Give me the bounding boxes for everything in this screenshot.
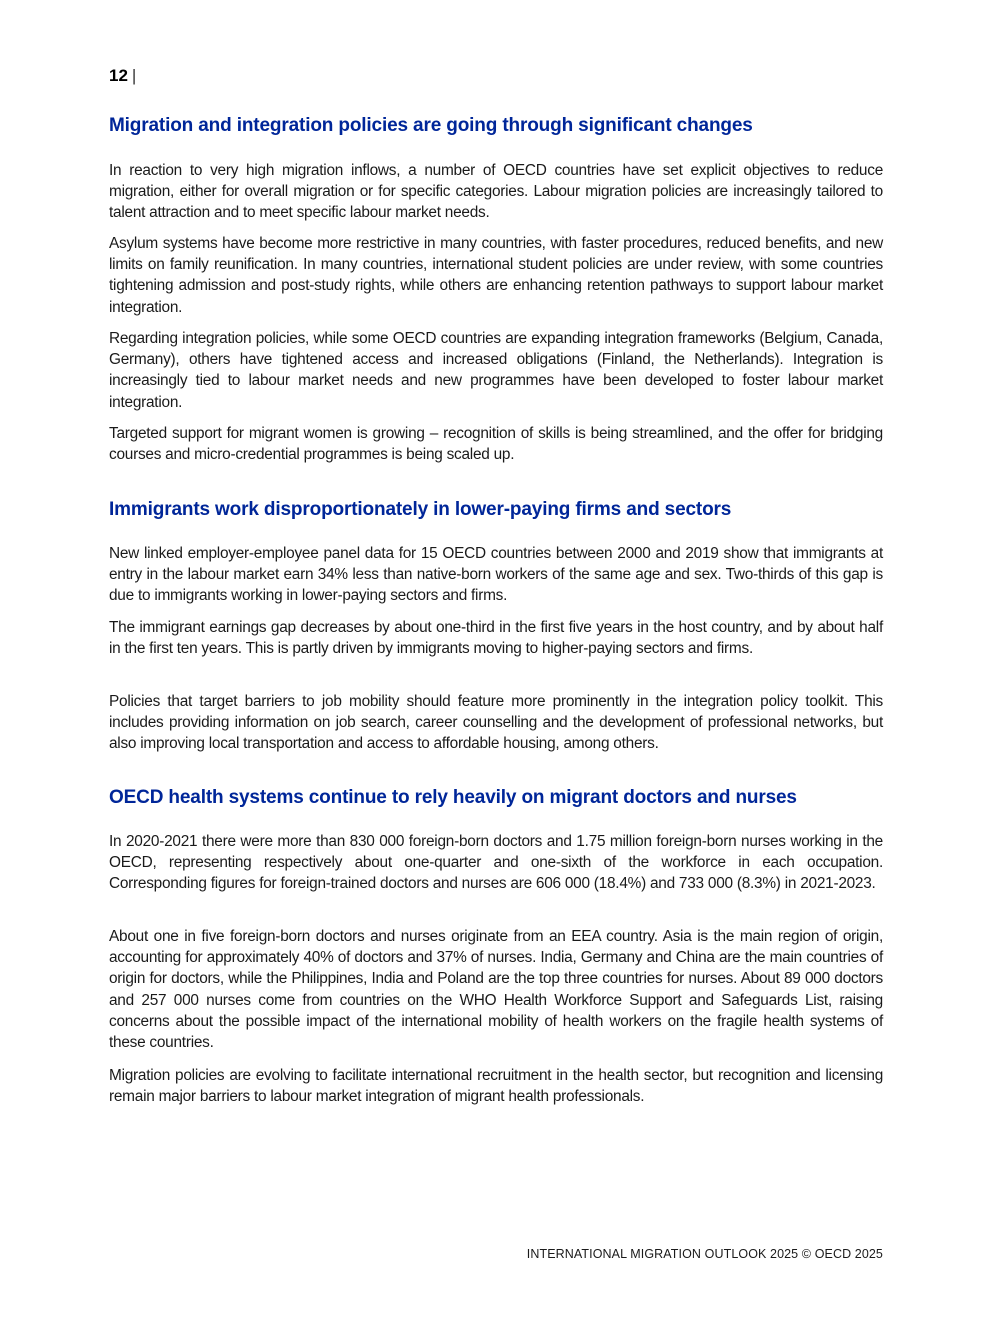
paragraph: Asylum systems have become more restrictive in many countries, with faster procedures, reduced benefits, and new limits on family reunification. In many countries, international student policies are under review, with some countries tightening admission and post-study rights, while others are enhancing retention pathways to support labour market integration. [109, 235, 883, 316]
paragraph: New linked employer-employee panel data for 15 OECD countries between 2000 and 2019 show that immigrants at entry in the labour market earn 34% less than native-born workers of the same age and sex. Two-thirds of this gap is due to immigrants working in lower-paying sectors and firms. [109, 545, 883, 605]
paragraph: Regarding integration policies, while some OECD countries are expanding integration frameworks (Belgium, Canada, Germany), others have tightened access and increased obligations (Finland, the Netherlands). Integration is increasingly tied to labour market needs and new programmes have been developed to foster labour market integration. [109, 330, 883, 411]
paragraph: Migration policies are evolving to facilitate international recruitment in the health sector, but recognition and licensing remain major barriers to labour market integration of migrant health professionals. [109, 1067, 883, 1106]
paragraph: The immigrant earnings gap decreases by about one-third in the first five years in the host country, and by about half in the first ten years. This is partly driven by immigrants moving to higher-paying sectors and firms. [109, 619, 883, 658]
section-heading-policies: Migration and integration policies are going through significant changes [109, 115, 753, 136]
paragraph: In 2020-2021 there were more than 830 000 foreign-born doctors and 1.75 million foreign-born nurses working in the OECD, representing respectively about one-quarter and one-sixth of the workforce in each occupation. Corresponding figures for foreign-trained doctors and nurses are 606 000 (18.4%) and 733 000 (8.3%) in 2021-2023. [109, 833, 883, 893]
page-number-value: 12 [109, 66, 128, 85]
paragraph: Targeted support for migrant women is growing – recognition of skills is being streamlined, and the offer for bridging courses and micro-credential programmes is being scaled up. [109, 425, 883, 464]
page-number-separator: | [131, 66, 137, 85]
paragraph: Policies that target barriers to job mobility should feature more prominently in the integration policy toolkit. This includes providing information on job search, career counselling and the development of professional networks, but also improving local transportation and access to affordable housing, among others. [109, 693, 883, 753]
section-heading-health: OECD health systems continue to rely heavily on migrant doctors and nurses [109, 787, 797, 808]
paragraph: In reaction to very high migration inflows, a number of OECD countries have set explicit objectives to reduce migration, either for overall migration or for specific categories. Labour migration policies are increasingly tailored to talent attraction and to meet specific labour market needs. [109, 162, 883, 222]
page-number [109, 66, 136, 86]
page-footer: INTERNATIONAL MIGRATION OUTLOOK 2025 © OECD 2025 [526, 1247, 883, 1261]
paragraph: About one in five foreign-born doctors and nurses originate from an EEA country. Asia is the main region of origin, accounting for approximately 40% of doctors and 37% of nurses. India, Germany and China are the main countries of origin for doctors, while the Philippines, India and Poland are the top three countries for nurses. About 89 000 doctors and 257 000 nurses come from countries on the WHO Health Workforce Support and Safeguards List, raising concerns about the possible impact of the international mobility of health workers on the fragile health systems of these countries. [109, 928, 883, 1052]
section-heading-earnings: Immigrants work disproportionately in lower-paying firms and sectors [109, 499, 732, 520]
